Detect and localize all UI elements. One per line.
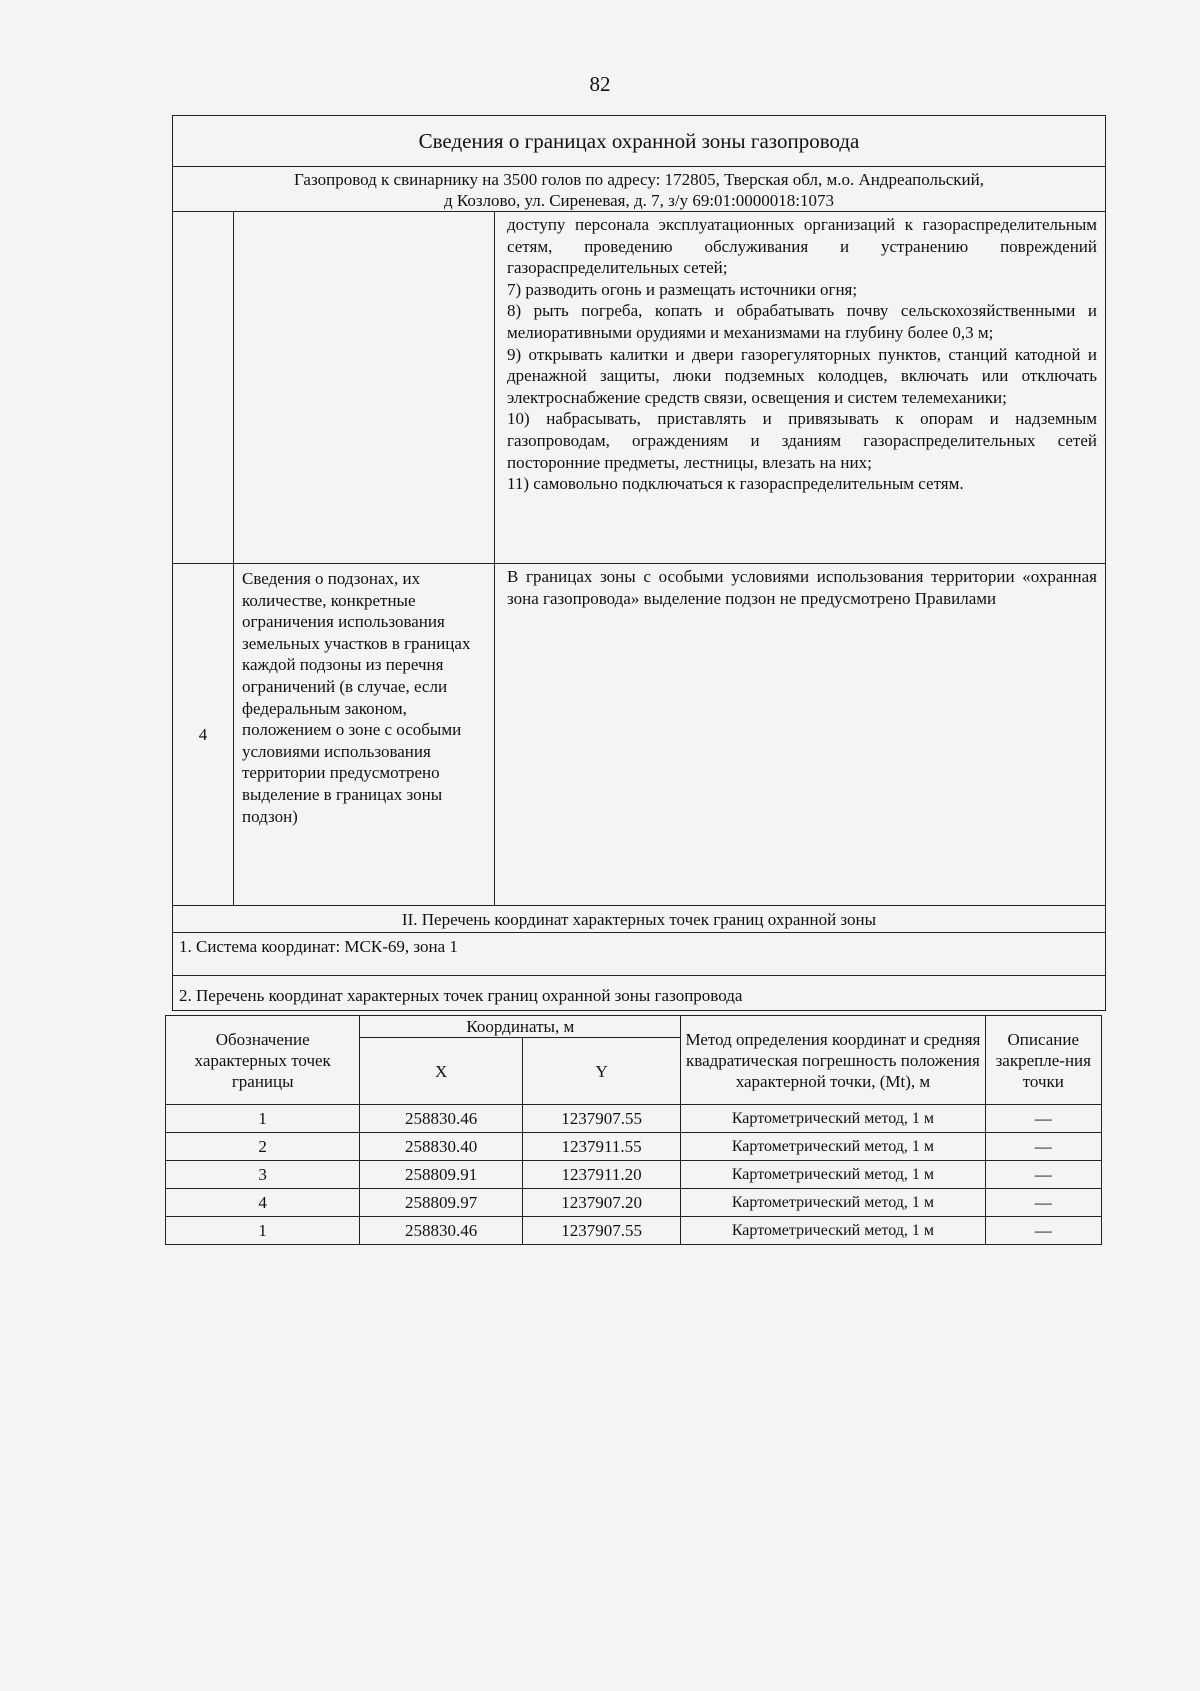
cell-description: — bbox=[985, 1161, 1101, 1189]
cell-method: Картометрический метод, 1 м bbox=[681, 1189, 985, 1217]
cell-y: 1237907.55 bbox=[522, 1217, 680, 1245]
cell-point: 1 bbox=[166, 1105, 360, 1133]
restriction-item: 11) самовольно подключаться к газораспределительным сетям. bbox=[507, 474, 964, 494]
cell-point: 2 bbox=[166, 1133, 360, 1161]
cell-method: Картометрический метод, 1 м bbox=[681, 1161, 985, 1189]
cell-method: Картометрический метод, 1 м bbox=[681, 1217, 985, 1245]
header-y: Y bbox=[522, 1038, 680, 1105]
restriction-item: доступу персонала эксплуатационных организаций к газораспределительным сетям, проведению обслуживания и устранению повреждений газораспределительных сетей; bbox=[507, 215, 1097, 278]
restriction-item: 8) рыть погреба, копать и обрабатывать почву сельскохозяйственными и мелиоративными орудиями и механизмами на глубину более 0,3 м; bbox=[507, 301, 1097, 342]
cell-y: 1237911.20 bbox=[522, 1161, 680, 1189]
pipeline-address-line1: Газопровод к свинарнику на 3500 голов по адресу: 172805, Тверская обл, м.о. Андреапольский, bbox=[294, 170, 984, 189]
restriction-item: 7) разводить огонь и размещать источники огня; bbox=[507, 279, 858, 299]
zone-info-table bbox=[172, 115, 1106, 1011]
table-row bbox=[166, 1189, 1102, 1217]
cell-x: 258809.97 bbox=[360, 1189, 523, 1217]
cell-y: 1237907.20 bbox=[522, 1189, 680, 1217]
header-description: Описание закрепле-ния точки bbox=[985, 1016, 1101, 1105]
header-method: Метод определения координат и средняя квадратическая погрешность положения характерной точки, (Mt), м bbox=[681, 1016, 985, 1105]
table-row bbox=[166, 1161, 1102, 1189]
cell-point: 4 bbox=[166, 1189, 360, 1217]
table-row bbox=[166, 1217, 1102, 1245]
header-point: Обозначение характерных точек границы bbox=[166, 1016, 360, 1105]
cell-y: 1237911.55 bbox=[522, 1133, 680, 1161]
row-label-cont bbox=[234, 212, 495, 564]
table-row bbox=[166, 1105, 1102, 1133]
table-row bbox=[166, 1133, 1102, 1161]
cell-method: Картометрический метод, 1 м bbox=[681, 1133, 985, 1161]
header-x: X bbox=[360, 1038, 523, 1105]
restriction-item: 10) набрасывать, приставлять и привязывать к опорам и надземным газопроводам, ограждениям и зданиям газораспределительных сетей посторонние предметы, лестницы, влезать на них; bbox=[507, 409, 1097, 472]
coordinate-list-title: 2. Перечень координат характерных точек границ охранной зоны газопровода bbox=[173, 976, 1106, 1011]
cell-x: 258809.91 bbox=[360, 1161, 523, 1189]
coordinates-table bbox=[165, 1015, 1102, 1245]
cell-y: 1237907.55 bbox=[522, 1105, 680, 1133]
document-title: Сведения о границах охранной зоны газопровода bbox=[173, 116, 1106, 167]
row-number-cont bbox=[173, 212, 234, 564]
pipeline-address bbox=[173, 167, 1106, 212]
restrictions-list bbox=[495, 212, 1106, 564]
coordinate-system: 1. Система координат: МСК-69, зона 1 bbox=[173, 933, 1106, 976]
section-2-title: II. Перечень координат характерных точек границ охранной зоны bbox=[173, 906, 1106, 933]
cell-method: Картометрический метод, 1 м bbox=[681, 1105, 985, 1133]
page-number: 82 bbox=[589, 72, 611, 96]
row-number: 4 bbox=[173, 564, 234, 906]
cell-description: — bbox=[985, 1133, 1101, 1161]
restriction-item: 9) открывать калитки и двери газорегуляторных пунктов, станций катодной и дренажной защиты, люки подземных колодцев, включать или отключать электроснабжение средств связи, освещения и систем телемеханики; bbox=[507, 344, 1097, 407]
cell-x: 258830.46 bbox=[360, 1217, 523, 1245]
header-coords: Координаты, м bbox=[360, 1016, 681, 1038]
cell-description: — bbox=[985, 1105, 1101, 1133]
cell-x: 258830.46 bbox=[360, 1105, 523, 1133]
cell-x: 258830.40 bbox=[360, 1133, 523, 1161]
cell-point: 1 bbox=[166, 1217, 360, 1245]
cell-description: — bbox=[985, 1217, 1101, 1245]
cell-point: 3 bbox=[166, 1161, 360, 1189]
zone-info-table-container bbox=[172, 115, 1106, 1011]
coordinates-table-container bbox=[165, 1015, 1102, 1245]
subzones-label: Сведения о подзонах, их количестве, конкретные ограничения использования земельных участков в границах каждой подзоны из перечня ограничений (в случае, если федеральным законом, положением о зоне с особыми условиями использования территории предусмотрено выделение в границах зоны подзон) bbox=[234, 564, 495, 906]
cell-description: — bbox=[985, 1189, 1101, 1217]
pipeline-address-line2: д Козлово, ул. Сиреневая, д. 7, з/у 69:01:0000018:1073 bbox=[443, 191, 835, 210]
subzones-text: В границах зоны с особыми условиями использования территории «охранная зона газопровода» выделение подзон не предусмотрено Правилами bbox=[495, 564, 1106, 906]
